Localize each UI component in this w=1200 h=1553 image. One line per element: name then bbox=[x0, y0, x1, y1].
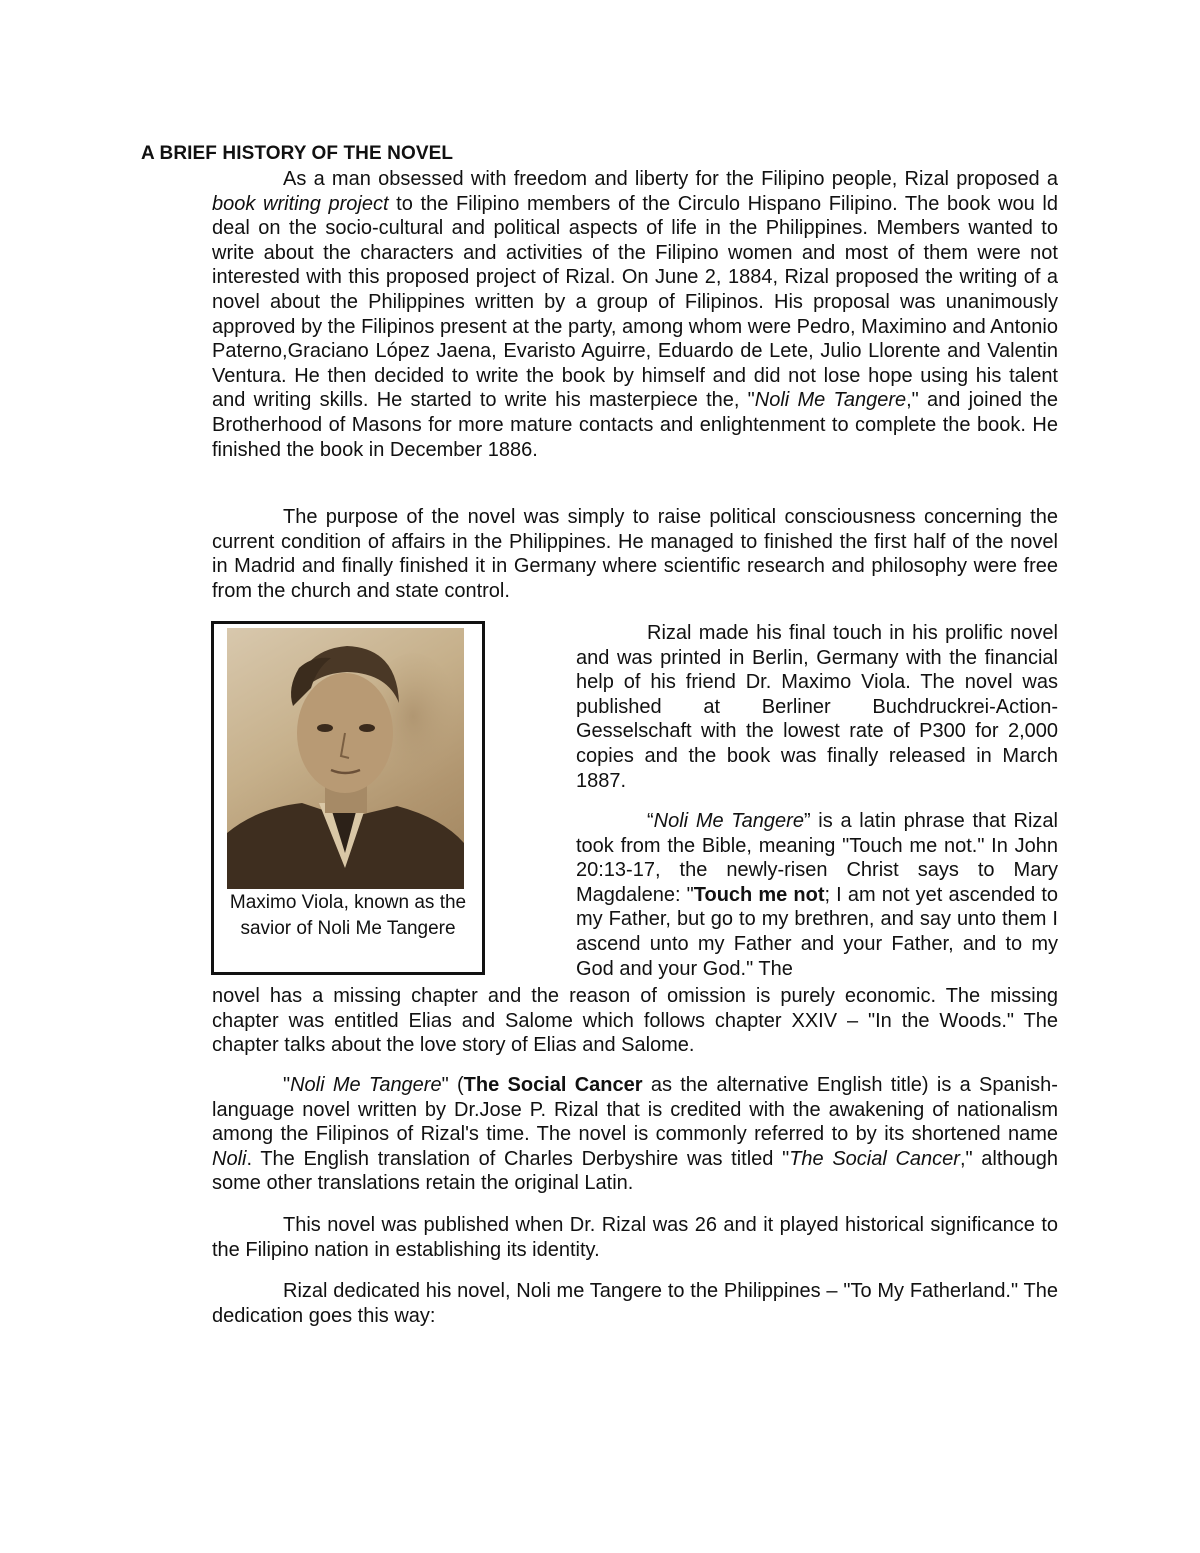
figure-portrait bbox=[211, 621, 485, 975]
text-run: ," and joined the Brotherhood of Masons for more mature contacts and enlightenment to complete the book. He finished the book in December 1886. bbox=[212, 389, 1058, 461]
portrait-photo bbox=[227, 628, 464, 889]
text-run: “ bbox=[647, 810, 654, 832]
paragraph-dedication: Rizal dedicated his novel, Noli me Tangere to the Philippines – "To My Fatherland." The dedication goes this way: bbox=[212, 1280, 1058, 1327]
emphasis-text: Noli Me Tangere bbox=[290, 1074, 442, 1096]
page-title: A BRIEF HISTORY OF THE NOVEL bbox=[141, 143, 454, 164]
text-run: ” is a latin phrase that Rizal took from the Bible, meaning "Touch me not." In John 20:13-17, the newly-risen Christ says to Mary Magdalene: " bbox=[576, 810, 1058, 906]
text-run: as the alternative English title) is a Spanish-language novel written by Dr.Jose P. Rizal that is credited with the awakening of nationalism among the Filipinos of Rizal's time. The novel is commonly referred to by its shortened name bbox=[212, 1074, 1058, 1146]
strong-text: Touch me not bbox=[693, 883, 825, 906]
paragraph-purpose: The purpose of the novel was simply to raise political consciousness concerning the current condition of affairs in the Philippines. He managed to finished the first half of the novel in Madrid and finally finished it in Germany where scientific research and philosophy were free from the church and state control. bbox=[212, 506, 1058, 602]
portrait-illustration bbox=[227, 628, 464, 889]
text-run: " ( bbox=[441, 1074, 464, 1096]
paragraph-social-cancer bbox=[212, 1073, 1058, 1196]
text-run: As a man obsessed with freedom and liberty for the Filipino people, Rizal proposed a bbox=[283, 168, 1058, 190]
emphasis-text: book writing project bbox=[212, 192, 389, 215]
emphasis-text: Noli Me Tangere bbox=[653, 810, 804, 832]
paragraph-missing-chapter: novel has a missing chapter and the reason of omission is purely economic. The missing chapter was entitled Elias and Salome which follows chapter XXIV – "In the Woods." The chapter talks about the love story of Elias and Salome. bbox=[212, 985, 1058, 1057]
text-run: to the Filipino members of the Circulo Hispano Filipino. The book wou ld deal on the socio-cultural and political aspects of life in the Philippines. Members wanted to write about the characters and activities of the Filipino women and most of them were not interested with this proposed project of Rizal. On June 2, 1884, Rizal proposed the writing of a novel about the Philippines written by a group of Filipinos. His proposal was unanimously approved by the Filipinos present at the party, among whom were Pedro, Maximino and Antonio Paterno,Graciano López Jaena, Evaristo Aguirre, Eduardo de Lete, Julio Llorente and Valentin Ventura. He then decided to write the book by himself and did not lose hope using his talent and writing skills. He started to write his masterpiece the, " bbox=[212, 192, 1058, 412]
text-run: " bbox=[283, 1074, 291, 1096]
text-run: . The English translation of Charles Derbyshire was titled " bbox=[246, 1147, 790, 1170]
paragraph-meaning bbox=[576, 809, 1058, 981]
strong-text: The Social Cancer bbox=[463, 1074, 643, 1096]
text-run: ," although some other translations retain the original Latin. bbox=[212, 1147, 1058, 1195]
paragraph-history bbox=[212, 167, 1058, 462]
paragraph-significance: This novel was published when Dr. Rizal was 26 and it played historical significance to the Filipino nation in establishing its identity. bbox=[212, 1214, 1058, 1261]
text-run: ; I am not yet ascended to my Father, but go to my brethren, and say unto them I ascend unto my Father and your Father, and to my God and your God." The bbox=[576, 883, 1059, 980]
emphasis-text: Noli Me Tangere bbox=[754, 389, 907, 412]
emphasis-text: Noli bbox=[212, 1147, 247, 1170]
figure-caption: Maximo Viola, known as the savior of Noli Me Tangere bbox=[229, 892, 467, 939]
emphasis-text: The Social Cancer bbox=[789, 1147, 960, 1170]
paragraph-printing: Rizal made his final touch in his prolific novel and was printed in Berlin, Germany with the financial help of his friend Dr. Maximo Viola. The novel was published at Berliner Buchdruckrei-Action-Gesselschaft with the lowest rate of P300 for 2,000 copies and the book was finally released in March 1887. bbox=[576, 622, 1058, 792]
